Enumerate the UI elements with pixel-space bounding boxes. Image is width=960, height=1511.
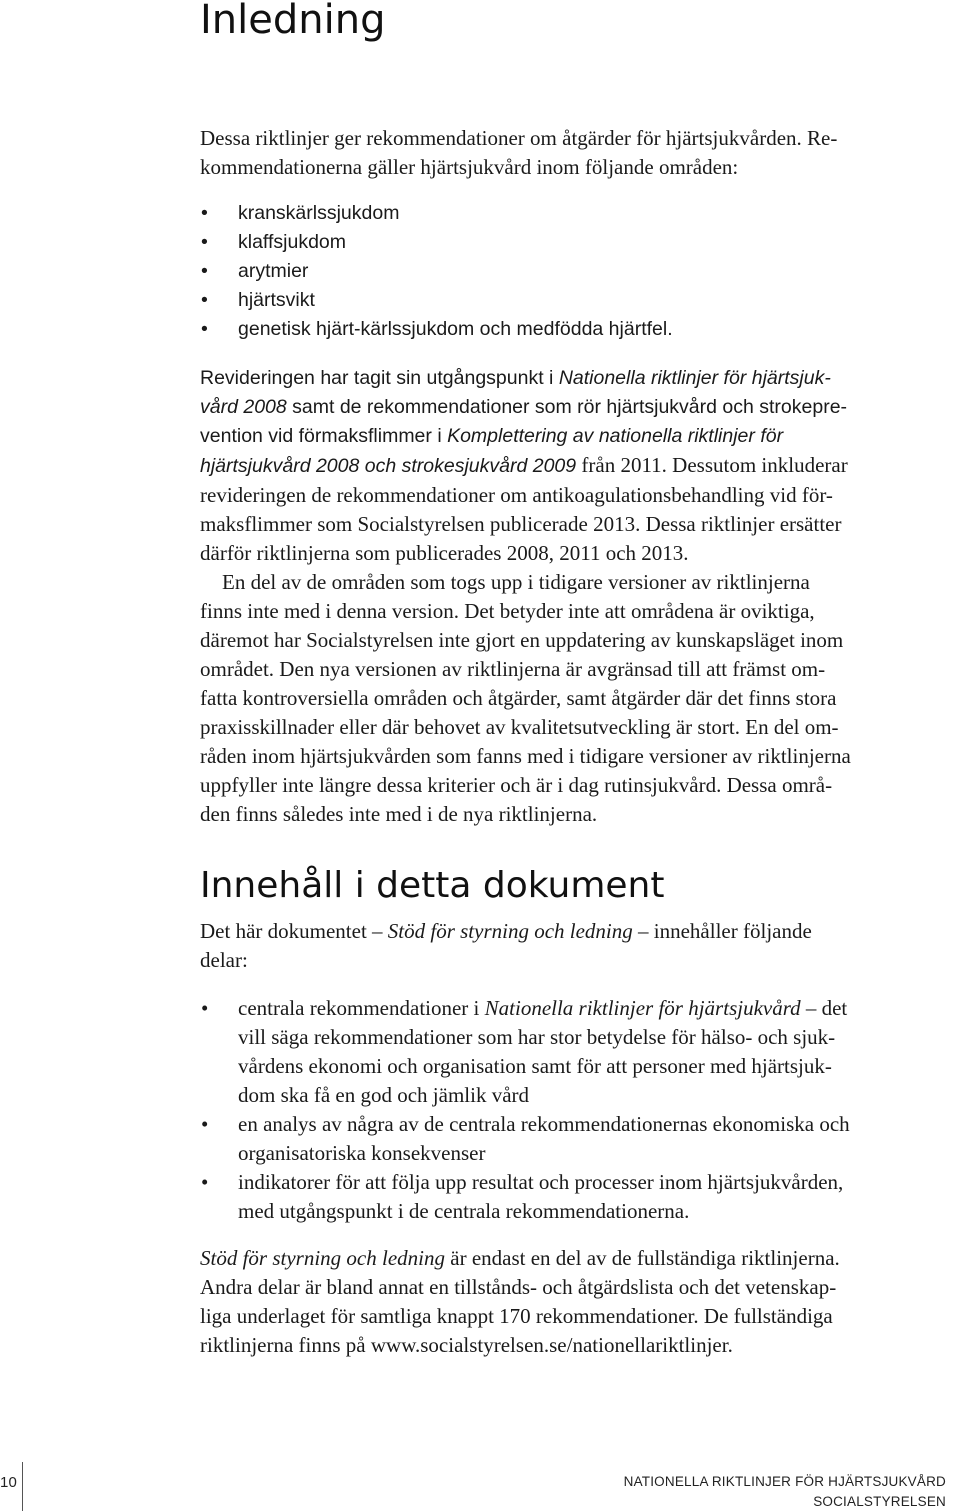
publication-title: Stöd för styrning och ledning — [200, 1246, 445, 1270]
scope-paragraph — [200, 568, 960, 829]
list-item: • arytmier — [200, 257, 673, 286]
closing-paragraph: Stöd för styrning och ledning är endast en del av de fullständiga riktlinjerna. Andra delar är bland annat en tillstånds- och åtgärdslista och det vetenskap- liga underlaget för samtliga knappt 170 rekommendationer. De fullständiga riktlinjerna finns på www.socialstyrelsen.se/nationellariktlinjer. — [200, 1244, 960, 1360]
text-line: delar: — [200, 948, 248, 972]
list-item: • kranskärlssjukdom — [200, 199, 673, 228]
text-line: praxisskillnader eller där behovet av kvalitetsutveckling är stort. En del om- — [200, 715, 839, 739]
footer-publisher: SOCIALSTYRELSEN — [813, 1494, 946, 1509]
text-line: riktlinjerna finns på www.socialstyrelsen.se/nationellariktlinjer. — [200, 1333, 733, 1357]
text-line: maksflimmer som Socialstyrelsen publicerade 2013. Dessa riktlinjer ersätter — [200, 512, 842, 536]
content-intro-paragraph: Det här dokumentet – Stöd för styrning och ledning – innehåller följande delar: — [200, 917, 960, 975]
publication-title: Nationella riktlinjer för hjärtsjukvård — [484, 996, 801, 1020]
publication-title: vård 2008 — [200, 396, 287, 418]
text-line: uppfyller inte längre dessa kriterier och är i dag rutinsjukvård. Dessa områ- — [200, 773, 833, 797]
list-item: • hjärtsvikt — [200, 286, 673, 315]
list-item: • genetisk hjärt-kärlssjukdom och medfödda hjärtfel. — [200, 315, 673, 344]
text-line: råden inom hjärtsjukvården som fanns med i tidigare versioner av riktlinjerna — [200, 744, 851, 768]
revision-paragraph: Revideringen har tagit sin utgångspunkt i Nationella riktlinjer för hjärtsjuk- vård 2008 samt de rekommendationer som rör hjärtsjukvård och strokepre- vention vid förmaksflimmer i Komplettering av nationella riktlinjer för hjärtsjukvård 2008 och strokesjukvård 2009 från 2011. Dessutom inkluderar revideringen de rekommendationer om antikoagulationsbehandling vid för- maksflimmer som Socialstyrelsen publicerade 2013. Dessa riktlinjer ersätter därför riktlinjerna som publicerades 2008, 2011 och 2013. — [200, 364, 960, 568]
parts-list — [200, 994, 850, 1226]
section-heading: Innehåll i detta dokument — [200, 865, 665, 906]
publication-title: Stöd för styrning och ledning — [387, 919, 633, 943]
bullet-icon: • — [201, 202, 208, 224]
footer-divider — [22, 1462, 23, 1511]
text-line: den finns således inte med i de nya riktlinjerna. — [200, 802, 598, 826]
text-line: liga underlaget för samtliga knappt 170 rekommendationer. De fullständiga — [200, 1304, 833, 1328]
text-line: fatta kontroversiella områden och åtgärder, samt åtgärder där det finns stora — [200, 686, 837, 710]
text-line: därför riktlinjerna som publicerades 2008, 2011 och 2013. — [200, 541, 689, 565]
list-item: • klaffsjukdom — [200, 228, 673, 257]
publication-title: Komplettering av nationella riktlinjer för — [447, 425, 784, 447]
list-item: • centrala rekommendationer i Nationella riktlinjer för hjärtsjukvård – det vill säga rekommendationer som har stor betydelse för hälso- och sjuk- vårdens ekonomi och organisation samt för att personer med hjärtsjuk- dom ska få en god och jämlik vård — [201, 996, 848, 1107]
text-line: däremot har Socialstyrelsen inte gjort en uppdatering av kunskapsläget inom — [200, 628, 844, 652]
bullet-icon: • — [201, 996, 209, 1020]
bullet-icon: • — [201, 289, 208, 311]
bullet-icon: • — [201, 260, 208, 282]
text-line: området. Den nya versionen av riktlinjerna är avgränsad till att främst om- — [200, 657, 826, 681]
text-line: revideringen de rekommendationer om antikoagulationsbehandling vid för- — [200, 483, 833, 507]
bullet-icon: • — [201, 1170, 209, 1194]
list-item: • indikatorer för att följa upp resultat och processer inom hjärtsjukvården, med utgångspunkt i de centrala rekommendationerna. — [201, 1170, 844, 1223]
text-line: Andra delar är bland annat en tillstånds- och åtgärdslista och det vetenskap- — [200, 1275, 837, 1299]
publication-title: Nationella riktlinjer för hjärtsjuk- — [558, 367, 831, 389]
list-item: • en analys av några av de centrala rekommendationernas ekonomiska och organisatoriska konsekvenser — [201, 1112, 850, 1165]
page-title: Inledning — [200, 0, 386, 43]
bullet-icon: • — [201, 1112, 209, 1136]
text-line: Dessa riktlinjer ger rekommendationer om åtgärder för hjärtsjukvården. Re- — [200, 126, 838, 150]
text-line: En del av de områden som togs upp i tidigare versioner av riktlinjerna — [222, 570, 810, 594]
footer-series-title: NATIONELLA RIKTLINJER FÖR HJÄRTSJUKVÅRD — [623, 1474, 946, 1489]
page-number: 10 — [0, 1474, 18, 1491]
intro-paragraph — [200, 124, 960, 182]
areas-list — [200, 199, 673, 344]
text-line: finns inte med i denna version. Det betyder inte att områdena är oviktiga, — [200, 599, 815, 623]
publication-title: hjärtsjukvård 2008 och strokesjukvård 2009 — [200, 455, 577, 477]
bullet-icon: • — [201, 231, 208, 253]
text-line: kommendationerna gäller hjärtsjukvård inom följande områden: — [200, 155, 739, 179]
bullet-icon: • — [201, 318, 208, 340]
